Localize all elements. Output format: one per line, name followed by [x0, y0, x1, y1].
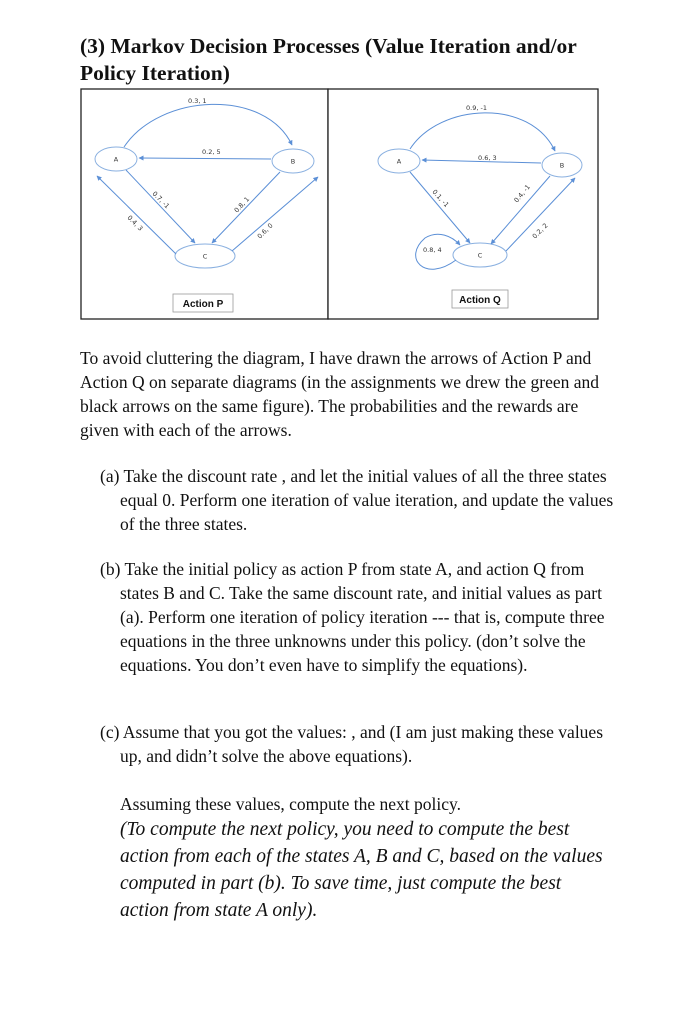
q-label-b-to-a: 0.6, 3	[478, 154, 497, 162]
q-label-c-to-b: 0.2, 2	[530, 221, 550, 241]
action-p-diagram	[81, 89, 328, 319]
q-state-a-label: A	[396, 157, 402, 166]
part-a-text: (a) Take the discount rate , and let the initial values of all the three states equal 0. Perform one iteration of value iteration, and update the values of the three states.	[100, 466, 614, 534]
p-state-c-label: C	[202, 252, 208, 261]
intro-paragraph: To avoid cluttering the diagram, I have drawn the arrows of Action P and Action Q on separate diagrams (in the assignments we drew the green and black arrows on the same figure). The probabilities and the rewards are given with each of the arrows.	[80, 348, 600, 440]
q-label-b-to-c: 0.4, -1	[512, 183, 533, 205]
assume-text: Assuming these values, compute the next policy.	[120, 794, 462, 814]
question-title: (3) Markov Decision Processes (Value Iteration and/or Policy Iteration)	[80, 34, 577, 85]
p-label-c-to-b: 0.6, 0	[255, 221, 275, 241]
q-state-c-label: C	[477, 251, 483, 260]
part-c-text: (c) Assume that you got the values: , and (I am just making these values up, and didn’t solve the above equations).	[100, 722, 604, 766]
p-label-a-to-c: 0.7, -1	[150, 189, 172, 211]
action-p-frame	[81, 89, 328, 319]
mdp-diagrams	[80, 88, 599, 320]
p-label-a-to-b-top: 0.3, 1	[188, 97, 207, 105]
italic-note: (To compute the next policy, you need to compute the best action from each of the states A, B and C, based on the values computed in part (b). To save time, just compute the best action from state A only).	[120, 819, 603, 921]
p-state-b-label: B	[290, 157, 296, 166]
action-q-frame	[328, 89, 598, 319]
p-label-c-to-a: 0.4, 3	[125, 213, 145, 233]
action-p-label: Action P	[182, 299, 224, 310]
q-label-c-self: 0.8, 4	[423, 246, 442, 254]
q-state-b-label: B	[559, 161, 565, 170]
p-state-a-label: A	[113, 155, 119, 164]
action-q-label: Action Q	[459, 295, 501, 306]
q-label-a-to-b-top: 0.9, -1	[466, 104, 487, 112]
p-label-b-to-c: 0.8, 1	[232, 195, 252, 215]
p-label-b-to-a: 0.2, 5	[202, 148, 221, 156]
part-b-text: (b) Take the initial policy as action P from state A, and action Q from states B and C. Take the same discount rate, and initial values as part (a). Perform one iteration of policy iteration --- that is, compute three equations in the three unknowns under this policy. (don’t solve the equations. You don’t even have to simplify the equations).	[100, 559, 605, 675]
q-label-a-to-c: 0.1, -1	[430, 187, 451, 209]
action-q-diagram	[328, 89, 598, 319]
